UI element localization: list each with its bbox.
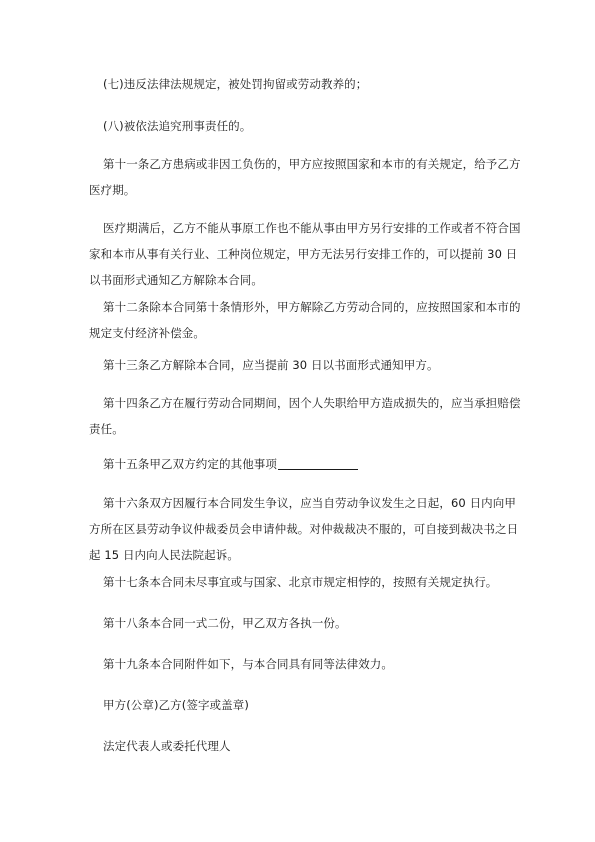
legal-representative (89, 733, 521, 759)
article-19-text: 第十九条本合同附件如下，与本合同具有同等法律效力。 (103, 657, 393, 671)
clause-8 (89, 113, 521, 139)
article-11-medical-period-text: 医疗期满后，乙方不能从事原工作也不能从事由甲方另行安排的工作或者不符合国家和本市从事有关行业、工种岗位规定，甲方无法另行安排工作的，可以提前 30 日以书面形式通知乙方解除本合同。 (89, 221, 521, 287)
article-13-text: 第十三条乙方解除本合同，应当提前 30 日以书面形式通知甲方。 (103, 358, 439, 372)
article-19 (89, 651, 521, 677)
fill-in-blank-line (278, 457, 358, 470)
article-17-text: 第十七条本合同未尽事宜或与国家、北京市规定相悖的，按照有关规定执行。 (103, 575, 498, 589)
article-16-text: 第十六条双方因履行本合同发生争议，应当自劳动争议发生之日起，60 日内向甲方所在区县劳动争议仲裁委员会申请仲裁。对仲裁裁决不服的，可自接到裁决书之日起 15 日内向人民法院起诉。 (89, 496, 519, 562)
article-18 (89, 610, 521, 636)
article-12-text: 第十二条除本合同第十条情形外，甲方解除乙方劳动合同的，应按照国家和本市的规定支付经济补偿金。 (89, 300, 521, 340)
clause-8-text: (八)被依法追究刑事责任的。 (103, 119, 252, 133)
article-14-text: 第十四条乙方在履行劳动合同期间，因个人失职给甲方造成损失的，应当承担赔偿责任。 (89, 396, 521, 436)
article-15-text: 第十五条甲乙双方约定的其他事项 (103, 457, 277, 471)
article-18-text: 第十八条本合同一式二份，甲乙双方各执一份。 (103, 616, 347, 630)
article-11-medical-period (89, 215, 521, 293)
clause-7-text: (七)违反法律法规规定，被处罚拘留或劳动教养的； (103, 77, 368, 91)
signature-parties (89, 692, 521, 718)
article-14 (89, 390, 521, 442)
article-11 (89, 151, 521, 203)
article-17 (89, 569, 521, 595)
article-13 (89, 352, 521, 378)
article-16 (89, 490, 521, 568)
signature-parties-text: 甲方(公章)乙方(签字或盖章) (103, 698, 249, 712)
article-12 (89, 294, 521, 346)
article-15 (89, 451, 521, 477)
legal-representative-text: 法定代表人或委托代理人 (103, 739, 231, 753)
article-11-text: 第十一条乙方患病或非因工负伤的，甲方应按照国家和本市的有关规定，给予乙方医疗期。 (89, 157, 521, 197)
clause-7 (89, 71, 521, 97)
